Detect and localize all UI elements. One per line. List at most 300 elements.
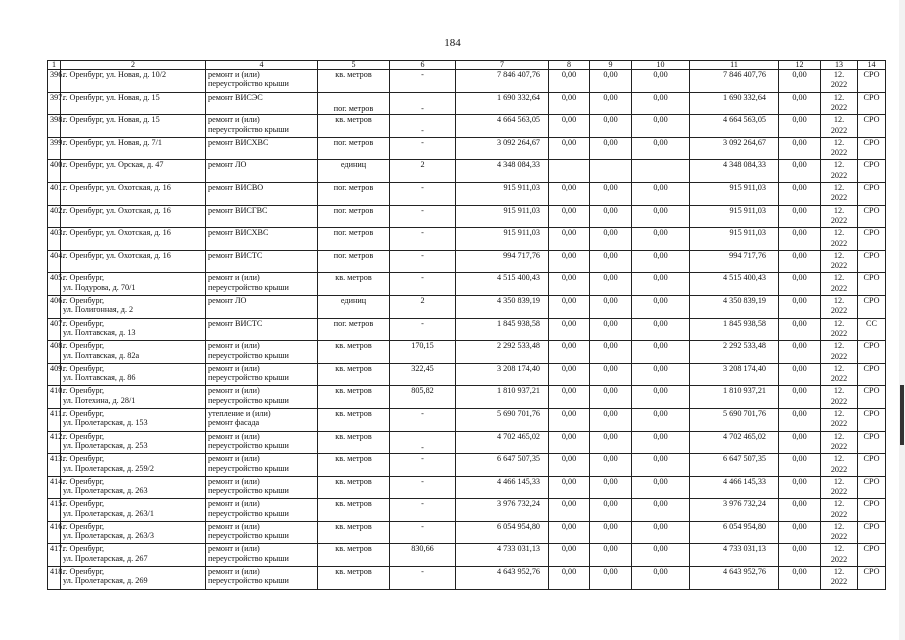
- address-cell: [61, 273, 206, 296]
- cell-line: 12.: [833, 295, 845, 305]
- cell-value: 0,00: [792, 205, 807, 215]
- fund-type-cell: [858, 205, 886, 228]
- cell-line: 12.: [833, 521, 845, 531]
- total-cost-cell: [456, 363, 549, 386]
- table-row: [48, 160, 886, 183]
- work-type-cell: [206, 295, 318, 318]
- unit-cell: [318, 228, 390, 251]
- work-type-cell: [206, 476, 318, 499]
- cell-line: ул. Пролетарская, д. 263/3: [63, 531, 154, 541]
- work-type-cell: [206, 386, 318, 409]
- cell-value: 5 690 701,76: [497, 408, 540, 418]
- work-type-cell: [206, 273, 318, 296]
- cell-line: г. Оренбург, ул. Охотская, д. 16: [63, 250, 171, 260]
- cell-value: 170,15: [411, 341, 434, 351]
- table-row: [48, 431, 886, 454]
- col11-cost-cell: [690, 521, 779, 544]
- col8-cell: [549, 521, 590, 544]
- cell-value: 0,00: [653, 408, 668, 418]
- cell-line: 12.: [833, 454, 845, 464]
- fund-type-cell: [858, 476, 886, 499]
- col9-cell: [590, 273, 632, 296]
- cell-line: г. Оренбург, ул. Орская, д. 47: [63, 160, 164, 170]
- cell-line: переустройство крыши: [208, 282, 289, 292]
- cell-value: 405.: [50, 273, 65, 283]
- cell-line: 2022: [830, 374, 848, 384]
- cell-line: 2022: [830, 148, 848, 158]
- cell-line: ремонт и (или): [208, 499, 260, 509]
- cell-value: 0,00: [653, 295, 668, 305]
- table-row: [48, 295, 886, 318]
- address-cell: [61, 205, 206, 228]
- cell-value: 0,00: [653, 115, 668, 125]
- cell-value: 1 810 937,21: [497, 386, 540, 396]
- cell-value: 397.: [50, 92, 65, 102]
- fund-type-cell: [858, 92, 886, 115]
- cell-line: переустройство крыши: [208, 553, 289, 563]
- col10-cell: [632, 295, 690, 318]
- cell-value: 0,00: [561, 250, 577, 260]
- col12-cell: [779, 363, 821, 386]
- work-type-cell: [206, 205, 318, 228]
- cell-value: СРО: [863, 386, 880, 396]
- cell-value: 0,00: [603, 386, 618, 396]
- cell-line: г. Оренбург,: [63, 295, 105, 305]
- col12-cell: [779, 92, 821, 115]
- unit-cell: [318, 182, 390, 205]
- total-cost-cell: [456, 228, 549, 251]
- cell-line: г. Оренбург, ул. Новая, д. 7/1: [63, 137, 163, 147]
- quantity-cell: [390, 454, 456, 477]
- column-number-cell: 6: [390, 61, 456, 70]
- total-cost-cell: [456, 70, 549, 93]
- deadline-cell: [821, 454, 858, 477]
- cell-value: 1 690 332,64: [723, 92, 766, 102]
- cell-value: 0,00: [653, 182, 668, 192]
- cell-value: кв. метров: [335, 70, 372, 79]
- cell-line: переустройство крыши: [208, 440, 289, 450]
- deadline-cell: [821, 115, 858, 138]
- column-number-cell: 13: [821, 61, 858, 70]
- cell-value: -: [421, 228, 424, 238]
- cell-line: ремонт ВИСХВС: [208, 228, 269, 238]
- deadline-cell: [821, 476, 858, 499]
- row-number-cell: [48, 476, 65, 499]
- cell-line: 12.: [833, 567, 845, 577]
- cell-value: 0,00: [792, 544, 807, 554]
- cell-line: 12.: [833, 250, 845, 260]
- works-table: [47, 60, 886, 590]
- cell-line: г. Оренбург,: [63, 318, 105, 328]
- table-row: [48, 408, 886, 431]
- total-cost-cell: [456, 318, 549, 341]
- col12-cell: [779, 228, 821, 251]
- cell-value: кв. метров: [335, 567, 372, 577]
- unit-cell: [318, 544, 390, 567]
- cell-line: ремонт фасада: [208, 418, 260, 428]
- deadline-cell: [821, 160, 858, 183]
- table-row: [48, 70, 886, 93]
- cell-value: 2: [420, 295, 425, 305]
- cell-line: ул. Полтавская, д. 13: [63, 327, 136, 337]
- cell-line: 2022: [830, 554, 848, 564]
- unit-cell: [318, 92, 390, 115]
- total-cost-cell: [456, 273, 549, 296]
- cell-value: СС: [866, 318, 877, 328]
- address-cell: [61, 70, 206, 93]
- table-row: [48, 318, 886, 341]
- cell-value: 0,00: [792, 341, 807, 351]
- cell-line: 2022: [830, 80, 848, 90]
- cell-value: 417.: [50, 544, 65, 554]
- cell-value: 0,00: [792, 273, 807, 283]
- col11-cost-cell: [690, 137, 779, 160]
- cell-value: СРО: [863, 160, 880, 170]
- total-cost-cell: [456, 544, 549, 567]
- cell-value: 0,00: [561, 137, 577, 147]
- col9-cell: [590, 92, 632, 115]
- cell-value: СРО: [863, 544, 880, 554]
- col10-cell: [632, 341, 690, 364]
- cell-line: 2022: [830, 509, 848, 519]
- address-cell: [61, 431, 206, 454]
- unit-cell: [318, 250, 390, 273]
- address-cell: [61, 228, 206, 251]
- cell-value: 0,00: [603, 431, 618, 441]
- row-number-cell: [48, 92, 65, 115]
- cell-line: 12.: [833, 476, 845, 486]
- quantity-cell: [390, 408, 456, 431]
- col9-cell: [590, 341, 632, 364]
- cell-value: 0,00: [653, 250, 668, 260]
- row-number-cell: [48, 205, 65, 228]
- cell-value: 2 292 533,48: [723, 341, 766, 351]
- cell-line: г. Оренбург,: [63, 476, 105, 486]
- total-cost-cell: [456, 386, 549, 409]
- col10-cell: [632, 70, 690, 93]
- unit-cell: [318, 70, 390, 93]
- cell-value: 0,00: [792, 228, 807, 238]
- fund-type-cell: [858, 363, 886, 386]
- cell-line: 12.: [833, 408, 845, 418]
- col12-cell: [779, 70, 821, 93]
- cell-value: -: [421, 442, 424, 452]
- cell-value: 0,00: [792, 431, 807, 441]
- deadline-cell: [821, 182, 858, 205]
- row-number-cell: [48, 499, 65, 522]
- work-type-cell: [206, 341, 318, 364]
- cell-value: 0,00: [561, 205, 577, 215]
- cell-value: кв. метров: [335, 431, 372, 441]
- unit-cell: [318, 386, 390, 409]
- cell-value: 994 717,76: [729, 250, 766, 260]
- deadline-cell: [821, 408, 858, 431]
- quantity-cell: [390, 386, 456, 409]
- col11-cost-cell: [690, 92, 779, 115]
- cell-value: -: [421, 126, 424, 136]
- cell-line: 2022: [830, 577, 848, 587]
- cell-line: ул. Пролетарская, д. 263/1: [63, 508, 154, 518]
- cell-value: -: [421, 250, 424, 260]
- quantity-cell: [390, 476, 456, 499]
- cell-line: 2022: [830, 328, 848, 338]
- col8-cell: [549, 386, 590, 409]
- fund-type-cell: [858, 250, 886, 273]
- cell-value: 0,00: [561, 454, 577, 464]
- cell-value: 3 092 264,67: [723, 137, 766, 147]
- cell-value: кв. метров: [335, 408, 372, 418]
- cell-line: ул. Пролетарская, д. 269: [63, 576, 148, 586]
- col8-cell: [549, 137, 590, 160]
- row-number-cell: [48, 521, 65, 544]
- cell-value: 0,00: [792, 476, 807, 486]
- cell-line: 2022: [830, 441, 848, 451]
- cell-line: 2022: [830, 306, 848, 316]
- table-row: [48, 476, 886, 499]
- cell-value: 915 911,03: [729, 182, 766, 192]
- cell-value: 0,00: [561, 273, 577, 283]
- col12-cell: [779, 567, 821, 590]
- cell-value: 4 643 952,76: [723, 567, 766, 577]
- deadline-cell: [821, 92, 858, 115]
- col9-cell: [590, 115, 632, 138]
- col12-cell: [779, 273, 821, 296]
- table-row: [48, 205, 886, 228]
- col8-cell: [549, 318, 590, 341]
- column-number-cell: 9: [590, 61, 632, 70]
- fund-type-cell: [858, 408, 886, 431]
- quantity-cell: [390, 567, 456, 590]
- cell-line: г. Оренбург,: [63, 273, 105, 283]
- col12-cell: [779, 544, 821, 567]
- col9-cell: [590, 228, 632, 251]
- cell-line: переустройство крыши: [208, 531, 289, 541]
- cell-value: 0,00: [561, 363, 577, 373]
- cell-value: пог. метров: [333, 182, 374, 192]
- cell-value: 414.: [50, 476, 65, 486]
- cell-value: 401.: [50, 182, 65, 192]
- col8-cell: [549, 182, 590, 205]
- col10-cell: [632, 499, 690, 522]
- cell-value: 0,00: [603, 521, 618, 531]
- cell-value: 0,00: [653, 499, 668, 509]
- cell-value: -: [421, 70, 424, 79]
- cell-value: 4 643 952,76: [497, 567, 540, 577]
- cell-line: 12.: [833, 228, 845, 238]
- table-row: [48, 250, 886, 273]
- cell-line: 2022: [830, 532, 848, 542]
- cell-line: ремонт и (или): [208, 454, 260, 464]
- cell-value: 0,00: [603, 92, 618, 102]
- cell-value: 0,00: [561, 228, 577, 238]
- col10-cell: [632, 363, 690, 386]
- cell-line: ремонт ВИСВО: [208, 182, 264, 192]
- cell-value: СРО: [863, 431, 880, 441]
- cell-line: переустройство крыши: [208, 124, 289, 134]
- cell-value: пог. метров: [333, 318, 374, 328]
- cell-line: ремонт и (или): [208, 521, 260, 531]
- fund-type-cell: [858, 70, 886, 93]
- col11-cost-cell: [690, 499, 779, 522]
- col8-cell: [549, 228, 590, 251]
- work-type-cell: [206, 567, 318, 590]
- cell-value: 400.: [50, 160, 65, 170]
- cell-value: 0,00: [792, 137, 807, 147]
- cell-value: 0,00: [653, 454, 668, 464]
- table-row: [48, 567, 886, 590]
- cell-value: -: [421, 476, 424, 486]
- unit-cell: [318, 205, 390, 228]
- quantity-cell: [390, 318, 456, 341]
- cell-value: 0,00: [792, 115, 807, 125]
- deadline-cell: [821, 363, 858, 386]
- cell-value: 4 466 145,33: [497, 476, 540, 486]
- fund-type-cell: [858, 544, 886, 567]
- cell-line: ремонт и (или): [208, 476, 260, 486]
- row-number-cell: [48, 250, 65, 273]
- address-cell: [61, 250, 206, 273]
- cell-line: 2022: [830, 419, 848, 429]
- table-row: [48, 92, 886, 115]
- cell-value: СРО: [863, 454, 880, 464]
- cell-value: 0,00: [603, 273, 618, 283]
- cell-line: переустройство крыши: [208, 486, 289, 496]
- cell-line: ул. Пролетарская, д. 253: [63, 440, 148, 450]
- cell-line: ул. Пролетарская, д. 153: [63, 418, 148, 428]
- cell-value: 0,00: [561, 499, 577, 509]
- col11-cost-cell: [690, 115, 779, 138]
- total-cost-cell: [456, 499, 549, 522]
- cell-value: 0,00: [792, 499, 807, 509]
- cell-value: 402.: [50, 205, 65, 215]
- cell-value: 403.: [50, 228, 65, 238]
- col9-cell: [590, 137, 632, 160]
- work-type-cell: [206, 115, 318, 138]
- col10-cell: [632, 228, 690, 251]
- unit-cell: [318, 295, 390, 318]
- deadline-cell: [821, 295, 858, 318]
- unit-cell: [318, 454, 390, 477]
- cell-value: 4 664 563,05: [723, 115, 766, 125]
- col10-cell: [632, 182, 690, 205]
- cell-line: ул. Пролетарская, д. 263: [63, 486, 148, 496]
- cell-value: 0,00: [603, 476, 618, 486]
- cell-value: 0,00: [603, 205, 618, 215]
- fund-type-cell: [858, 228, 886, 251]
- col12-cell: [779, 160, 821, 183]
- deadline-cell: [821, 70, 858, 93]
- cell-value: 7 846 407,76: [723, 70, 766, 79]
- cell-line: переустройство крыши: [208, 373, 289, 383]
- cell-value: СРО: [863, 205, 880, 215]
- cell-value: СРО: [863, 182, 880, 192]
- cell-line: ул. Полтавская, д. 86: [63, 373, 136, 383]
- table-row: [48, 386, 886, 409]
- cell-value: СРО: [863, 567, 880, 577]
- cell-value: СРО: [863, 363, 880, 373]
- fund-type-cell: [858, 137, 886, 160]
- address-cell: [61, 318, 206, 341]
- quantity-cell: [390, 273, 456, 296]
- fund-type-cell: [858, 295, 886, 318]
- cell-value: 5 690 701,76: [723, 408, 766, 418]
- cell-value: 407.: [50, 318, 65, 328]
- fund-type-cell: [858, 160, 886, 183]
- cell-value: 0,00: [792, 521, 807, 531]
- col12-cell: [779, 499, 821, 522]
- cell-value: 6 647 507,35: [497, 454, 540, 464]
- cell-value: кв. метров: [335, 363, 372, 373]
- deadline-cell: [821, 521, 858, 544]
- cell-line: ремонт и (или): [208, 273, 260, 283]
- cell-line: ремонт и (или): [208, 341, 260, 351]
- cell-value: -: [421, 499, 424, 509]
- cell-value: 416.: [50, 521, 65, 531]
- unit-cell: [318, 408, 390, 431]
- row-number-cell: [48, 318, 65, 341]
- cell-value: 0,00: [653, 318, 668, 328]
- cell-value: 411.: [50, 408, 65, 418]
- cell-line: г. Оренбург,: [63, 521, 105, 531]
- cell-value: -: [421, 318, 424, 328]
- address-cell: [61, 521, 206, 544]
- cell-line: г. Оренбург,: [63, 454, 105, 464]
- scan-edge-mark: [900, 385, 904, 445]
- cell-value: кв. метров: [335, 386, 372, 396]
- col11-cost-cell: [690, 408, 779, 431]
- col8-cell: [549, 544, 590, 567]
- cell-value: 406.: [50, 295, 65, 305]
- cell-value: 0,00: [653, 92, 668, 102]
- fund-type-cell: [858, 386, 886, 409]
- cell-value: 4 664 563,05: [497, 115, 540, 125]
- unit-cell: [318, 341, 390, 364]
- deadline-cell: [821, 205, 858, 228]
- table-row: [48, 499, 886, 522]
- cell-value: 2: [420, 160, 425, 170]
- cell-value: единиц: [340, 295, 367, 305]
- work-type-cell: [206, 137, 318, 160]
- total-cost-cell: [456, 341, 549, 364]
- quantity-cell: [390, 160, 456, 183]
- cell-value: 0,00: [792, 454, 807, 464]
- cell-value: 0,00: [561, 318, 577, 328]
- cell-value: 0,00: [792, 160, 807, 170]
- cell-value: 0,00: [561, 431, 577, 441]
- cell-value: СРО: [863, 521, 880, 531]
- cell-line: 2022: [830, 283, 848, 293]
- cell-value: 1 845 938,58: [723, 318, 766, 328]
- total-cost-cell: [456, 408, 549, 431]
- cell-line: г. Оренбург, ул. Охотская, д. 16: [63, 182, 171, 192]
- cell-line: ремонт ЛО: [208, 160, 247, 170]
- col12-cell: [779, 341, 821, 364]
- unit-cell: [318, 499, 390, 522]
- col10-cell: [632, 544, 690, 567]
- cell-value: -: [421, 567, 424, 577]
- address-cell: [61, 454, 206, 477]
- unit-cell: [318, 521, 390, 544]
- col11-cost-cell: [690, 431, 779, 454]
- col9-cell: [590, 544, 632, 567]
- row-number-cell: [48, 363, 65, 386]
- column-number-cell: 12: [779, 61, 821, 70]
- col9-cell: [590, 408, 632, 431]
- deadline-cell: [821, 544, 858, 567]
- work-type-cell: [206, 160, 318, 183]
- cell-value: 6 054 954,80: [497, 521, 540, 531]
- cell-value: 0,00: [603, 454, 618, 464]
